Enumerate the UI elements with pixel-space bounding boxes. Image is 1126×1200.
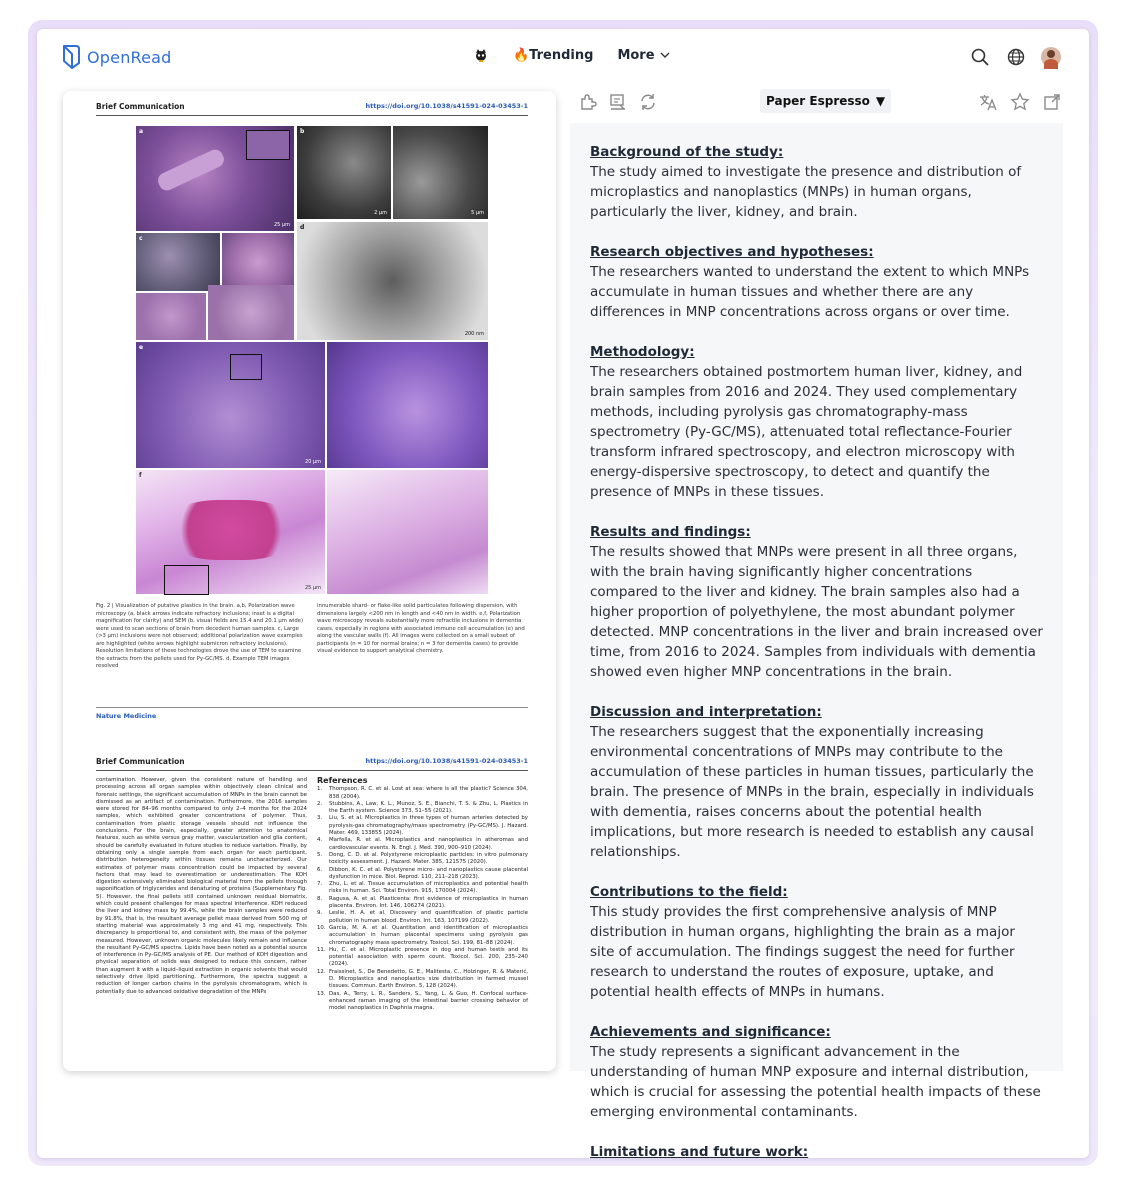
reference-text: Hu, C. et al. Microplastic presence in dog and human testis and its potential association with sperm count. Toxicol. Sci. 200, 235–240 (2024). [329, 946, 528, 968]
panel-c2 [222, 233, 294, 291]
summary-section-text: The researchers obtained postmortem human liver, kidney, and brain samples from 2016 and 2024. They used complementary methods, including pyrolysis gas chromatography-mass spectrometry (Py-GC/MS), attenuated total reflectance-Fourier transform infrared spectroscopy, and electron microscopy with energy-dispersive spectroscopy, to detect and quantify the presence of MNPs in these tissues. [590, 364, 1023, 500]
reference-item [317, 786, 528, 801]
summary-section-title: Methodology: [590, 344, 695, 360]
reference-item [317, 991, 528, 1013]
user-avatar[interactable] [1041, 47, 1061, 67]
reference-item [317, 867, 528, 882]
caption-left: Fig. 2 | Visualization of putative plastics in the brain. a,b, Polarization wave microscopy (a, black arrows indicate refractory inclusions; inset is a digital magnification for clarity) and SEM (b, visual fields are 15.4 and 20.1 μm wide) were used to scan sections of brain from decedent human samples. c, Large (>3 μm) inclusions were not observed; additional polarization wave examples are highlighted (white arrows highlight submicron refractory inclusions). Resolution limitations of these technologies drove the use of TEM to examine the extracts from the pellets used for Py-GC/MS. d, Example TEM images resolved [96, 603, 304, 669]
reference-text: Dong, C. D. et al. Polystyrene microplastic particles: in vitro pulmonary toxicity assessment. J. Hazard. Mater. 385, 121575 (2020). [329, 851, 528, 866]
summary-panel[interactable] [570, 123, 1063, 1160]
summary-section-text: The results showed that MNPs were present in all three organs, with the brain having significantly higher concentrations compared to the liver and kidney. The brain samples also had a higher proportion of polyethylene, the most abundant polymer detected. MNP concentrations in the liver and brain increased over time, from 2016 to 2024. Samples from individuals with dementia showed even higher MNP concentrations in the brain. [590, 544, 1043, 680]
summary-mode-label: Paper Espresso [766, 94, 870, 108]
reference-item [317, 881, 528, 896]
summary-section-text: The researchers wanted to understand the extent to which MNPs accumulate in human tissues and whether there are any differences in MNP concentrations across organs or over time. [590, 264, 1030, 320]
reference-number: 8. [317, 895, 323, 902]
pdf-viewer[interactable] [63, 91, 556, 1071]
reference-text: Dibbon, K. C. et al. Polystyrene micro- and nanoplastics cause placental dysfunction in mice. Biol. Reprod. 110, 211–218 (2023). [329, 866, 528, 880]
figure-caption [96, 603, 528, 671]
summary-section [590, 242, 1043, 322]
page2-text-column: contamination. However, given the consistent nature of handling and processing across all organ samples within objectively clean clinical and forensic settings, the significant accumulation of MNPs in the brain cannot be dismissed as an artifact of contamination. Furthermore, the 2016 samples were stored for 84–96 months compared to only 2–4 months for the 2024 samples, which exhibited greater concentrations of polymer. Thus, contamination from plastic storage vessels should not influence the conclusions. For the brain, especially, greater attention to anatomical features, such as white versus gray matter, vascularization and glia content, should be carefully evaluated in future studies to reduce variation. Finally, by obtaining only a single sample from each organ for each participant, distribution heterogeneity within tissues remains uncharacterized. Our estimates of polymer mass concentration could be impacted by several factors that may lead to overestimation or underestimation. The KOH digestion extensively eliminated biological material from the pellets through saponification of triglycerides and denaturing of proteins (Supplementary Fig. 5). However, the final pellets still contained unknown residual biomatrix, which could present challenges for mass spectral interference. KOH reduced the liver and kidney mass by 99.4%, while the brain samples were reduced by 91.8%, that is, the resultant average pellet mass derived from 500 mg of starting material was approximately 3 mg and 41 mg, respectively. This discrepancy is proportional to, and consistent with, the mass of the polymer measured. However, unknown organic molecules likely remain and influence the resultant Py-GC/MS spectra. Lipids have been noted as a potential source of interference in Py-GC/MS analysis of PE. Our method of KOH digestion and physical separation of solids was designed to reduce this concern, rather than augment it with a liquid–liquid extraction in organic solvents that would selectively drive lipid partitioning. Furthermore, the spectra suggest a reduction of longer carbon chains in the pyrolysis chromatogram, which is potentially due to advanced oxidative degradation of the MNPs [96, 777, 307, 995]
reference-number: 7. [317, 881, 323, 888]
mascot-icon [473, 47, 489, 63]
top-navbar [37, 29, 1089, 89]
reference-item [317, 815, 528, 837]
reference-number: 10. [317, 924, 326, 931]
reference-item [317, 801, 528, 816]
nav-more[interactable] [617, 48, 670, 63]
reference-text: Das, A., Terry, L. R., Sanders, S., Yang, L. & Guo, H. Confocal surface-enhanced raman imaging of the intestinal barrier crossing behavior of model nanoplastics in Daphnia magna. [329, 990, 528, 1012]
reference-number: 12. [317, 968, 326, 975]
figure-2 [136, 126, 488, 594]
references-list [317, 786, 528, 1012]
toolbar-right [977, 91, 1063, 113]
reference-number: 3. [317, 815, 323, 822]
refresh-icon[interactable] [637, 91, 659, 113]
summary-section-title: Achievements and significance: [590, 1024, 831, 1040]
logo-text: OpenRead [87, 47, 172, 67]
openread-logo-icon [61, 43, 83, 71]
panel-d: d 200 nm [297, 222, 488, 340]
summary-section-title: Limitations and future work: [590, 1144, 809, 1160]
panel-f1: f 25 μm [136, 470, 325, 594]
summary-section-text: This study provides the first comprehensive analysis of MNP distribution in human organs, highlighting the brain as a major site of accumulation. The findings suggest the need for further research to understand the routes of exposure, uptake, and potential health effects of MNPs in humans. [590, 904, 1015, 1000]
nav-more-label: More [617, 47, 655, 63]
references-column [317, 777, 528, 1067]
reference-item [317, 837, 528, 852]
reference-text: Garcia, M. A. et al. Quantitation and identification of microplastics accumulation in human placental specimens using pyrolysis gas chromatography mass spectrometry. Toxicol. Sci. 199, 81–88 (2024). [329, 924, 528, 946]
reference-item [317, 969, 528, 991]
summary-section-title: Contributions to the field: [590, 884, 788, 900]
panel-c4 [208, 285, 294, 340]
reference-number: 2. [317, 800, 323, 807]
summary-section-text: The study represents a significant advancement in the understanding of human MNP exposure and internal distribution, which is crucial for assessing the potential health impacts of these emerging environmental contaminants. [590, 1044, 1041, 1120]
translate-icon[interactable] [977, 91, 999, 113]
panel-c3 [136, 293, 206, 340]
header-actions [969, 46, 1061, 68]
reference-text: Zhu, L. et al. Tissue accumulation of microplastics and potential health risks in human. Sci. Total Environ. 915, 170004 (2024). [329, 881, 528, 895]
star-icon[interactable] [1009, 91, 1031, 113]
summary-section [590, 342, 1043, 502]
reference-item [317, 947, 528, 969]
summary-section [590, 702, 1043, 862]
page1-header [96, 102, 528, 116]
presentation-icon[interactable] [607, 91, 629, 113]
reference-number: 13. [317, 990, 326, 997]
reference-item [317, 910, 528, 925]
reference-item [317, 852, 528, 867]
toolbar-left [577, 91, 659, 113]
caption-right: innumerable shard- or flake-like solid particulates following dispersion, with dimensions largely <200 nm in length and <40 nm in width. e,f, Polarization wave microscopy reveals substantially more refractile inclusions in dementia cases, especially in regions with associated immune cell accumulation (e) and along the vascular walls (f). All images were collected on a small subset of participants (n = 10 for normal brains; n = 3 for dementia cases) to provide visual evidence to support analytical chemistry. [317, 603, 525, 654]
panel-e1: e 20 μm [136, 342, 325, 468]
panel-b1: b 2 μm [297, 126, 391, 219]
app-window [37, 29, 1089, 1158]
reference-text: Liu, S. et al. Microplastics in three types of human arteries detected by pyrolysis-gas chromatography/mass spectrometry (Py-GC/MS). J. Hazard. Mater. 469, 133855 (2024). [329, 815, 528, 837]
page1-doi-link[interactable]: https://doi.org/10.1038/s41591-024-03453-1 [365, 102, 528, 110]
summary-mode-dropdown[interactable] [760, 89, 891, 113]
reference-item [317, 896, 528, 911]
references-title: References [317, 776, 368, 785]
reference-text: Fraissinet, S., De Benedetto, G. E., Malitesta, C., Holzinger, R. & Materić, D. Microplastics and nanoplastics size distribution in farmed mussel tissues. Commun. Earth Environ. 5, 128 (2024). [329, 968, 528, 990]
summary-section-title: Research objectives and hypotheses: [590, 244, 874, 260]
main-nav [473, 47, 671, 63]
reference-number: 5. [317, 851, 323, 858]
page1-section: Brief Communication [96, 102, 185, 111]
panel-f2 [327, 470, 488, 594]
reference-number: 4. [317, 837, 323, 844]
summary-section [590, 1142, 1043, 1162]
summary-section-title: Results and findings: [590, 524, 751, 540]
reference-text: Leslie, H. A. et al. Discovery and quantification of plastic particle pollution in human blood. Environ. Int. 163, 107199 (2022). [329, 910, 528, 924]
reference-item [317, 925, 528, 947]
chevron-down-icon [659, 50, 671, 60]
summary-section-text: The study aimed to investigate the presence and distribution of microplastics and nanoplastics (MNPs) in human organs, particularly the liver, kidney, and brain. [590, 164, 1022, 220]
reference-number: 1. [317, 786, 323, 793]
page2-section: Brief Communication [96, 757, 185, 766]
reference-text: Marfella, R. et al. Microplastics and nanoplastics in atheromas and cardiovascular events. N. Engl. J. Med. 390, 900–910 (2024). [329, 837, 528, 851]
caret-down-icon: ▼ [875, 94, 886, 108]
logo[interactable] [61, 43, 172, 71]
globe-icon[interactable] [1005, 46, 1027, 68]
reference-text: Ragusa, A. et al. Plasticenta: first evidence of microplastics in human placenta. Environ. Int. 146, 106274 (2021). [329, 895, 528, 910]
summary-section [590, 1022, 1043, 1122]
nav-trending[interactable]: 🔥Trending [513, 47, 594, 63]
summary-sections [590, 142, 1043, 1162]
summary-section [590, 882, 1043, 1002]
nav-mascot[interactable] [473, 47, 489, 63]
search-icon[interactable] [969, 46, 991, 68]
page2-body [96, 777, 528, 1067]
panel-e2 [327, 342, 488, 468]
reference-text: Thompson, R. C. et al. Lost at sea: where is all the plastic? Science 304, 838 (2004). [329, 786, 528, 800]
panel-c1: c [136, 233, 220, 291]
summary-section-title: Discussion and interpretation: [590, 704, 822, 720]
reference-number: 9. [317, 910, 323, 917]
summary-toolbar [577, 89, 1067, 115]
summary-section-text: The researchers suggest that the exponentially increasing environmental concentrations of MNPs may contribute to the accumulation of these particles in human tissues, particularly the brain. The presence of MNPs in the brain, especially in individuals with dementia, raises concerns about the potential health implications, but more research is needed to establish any causal relationships. [590, 724, 1034, 860]
page2-doi-link[interactable]: https://doi.org/10.1038/s41591-024-03453-1 [365, 757, 528, 765]
reference-text: Stubbins, A., Law, K. L., Munoz, S. E., Bianchi, T. S. & Zhu, L. Plastics in the Earth system. Science 373, 51–55 (2021). [329, 800, 528, 815]
journal-footer: Nature Medicine [96, 707, 528, 720]
reference-number: 11. [317, 946, 326, 953]
panel-b2: 5 μm [393, 126, 488, 219]
reference-number: 6. [317, 866, 323, 873]
summary-section [590, 142, 1043, 222]
panel-a: a 25 μm [136, 126, 294, 231]
summary-section [590, 522, 1043, 682]
summary-section-title: Background of the study: [590, 144, 784, 160]
external-link-icon[interactable] [1041, 91, 1063, 113]
page2-header [96, 757, 528, 771]
puzzle-icon[interactable] [577, 91, 599, 113]
